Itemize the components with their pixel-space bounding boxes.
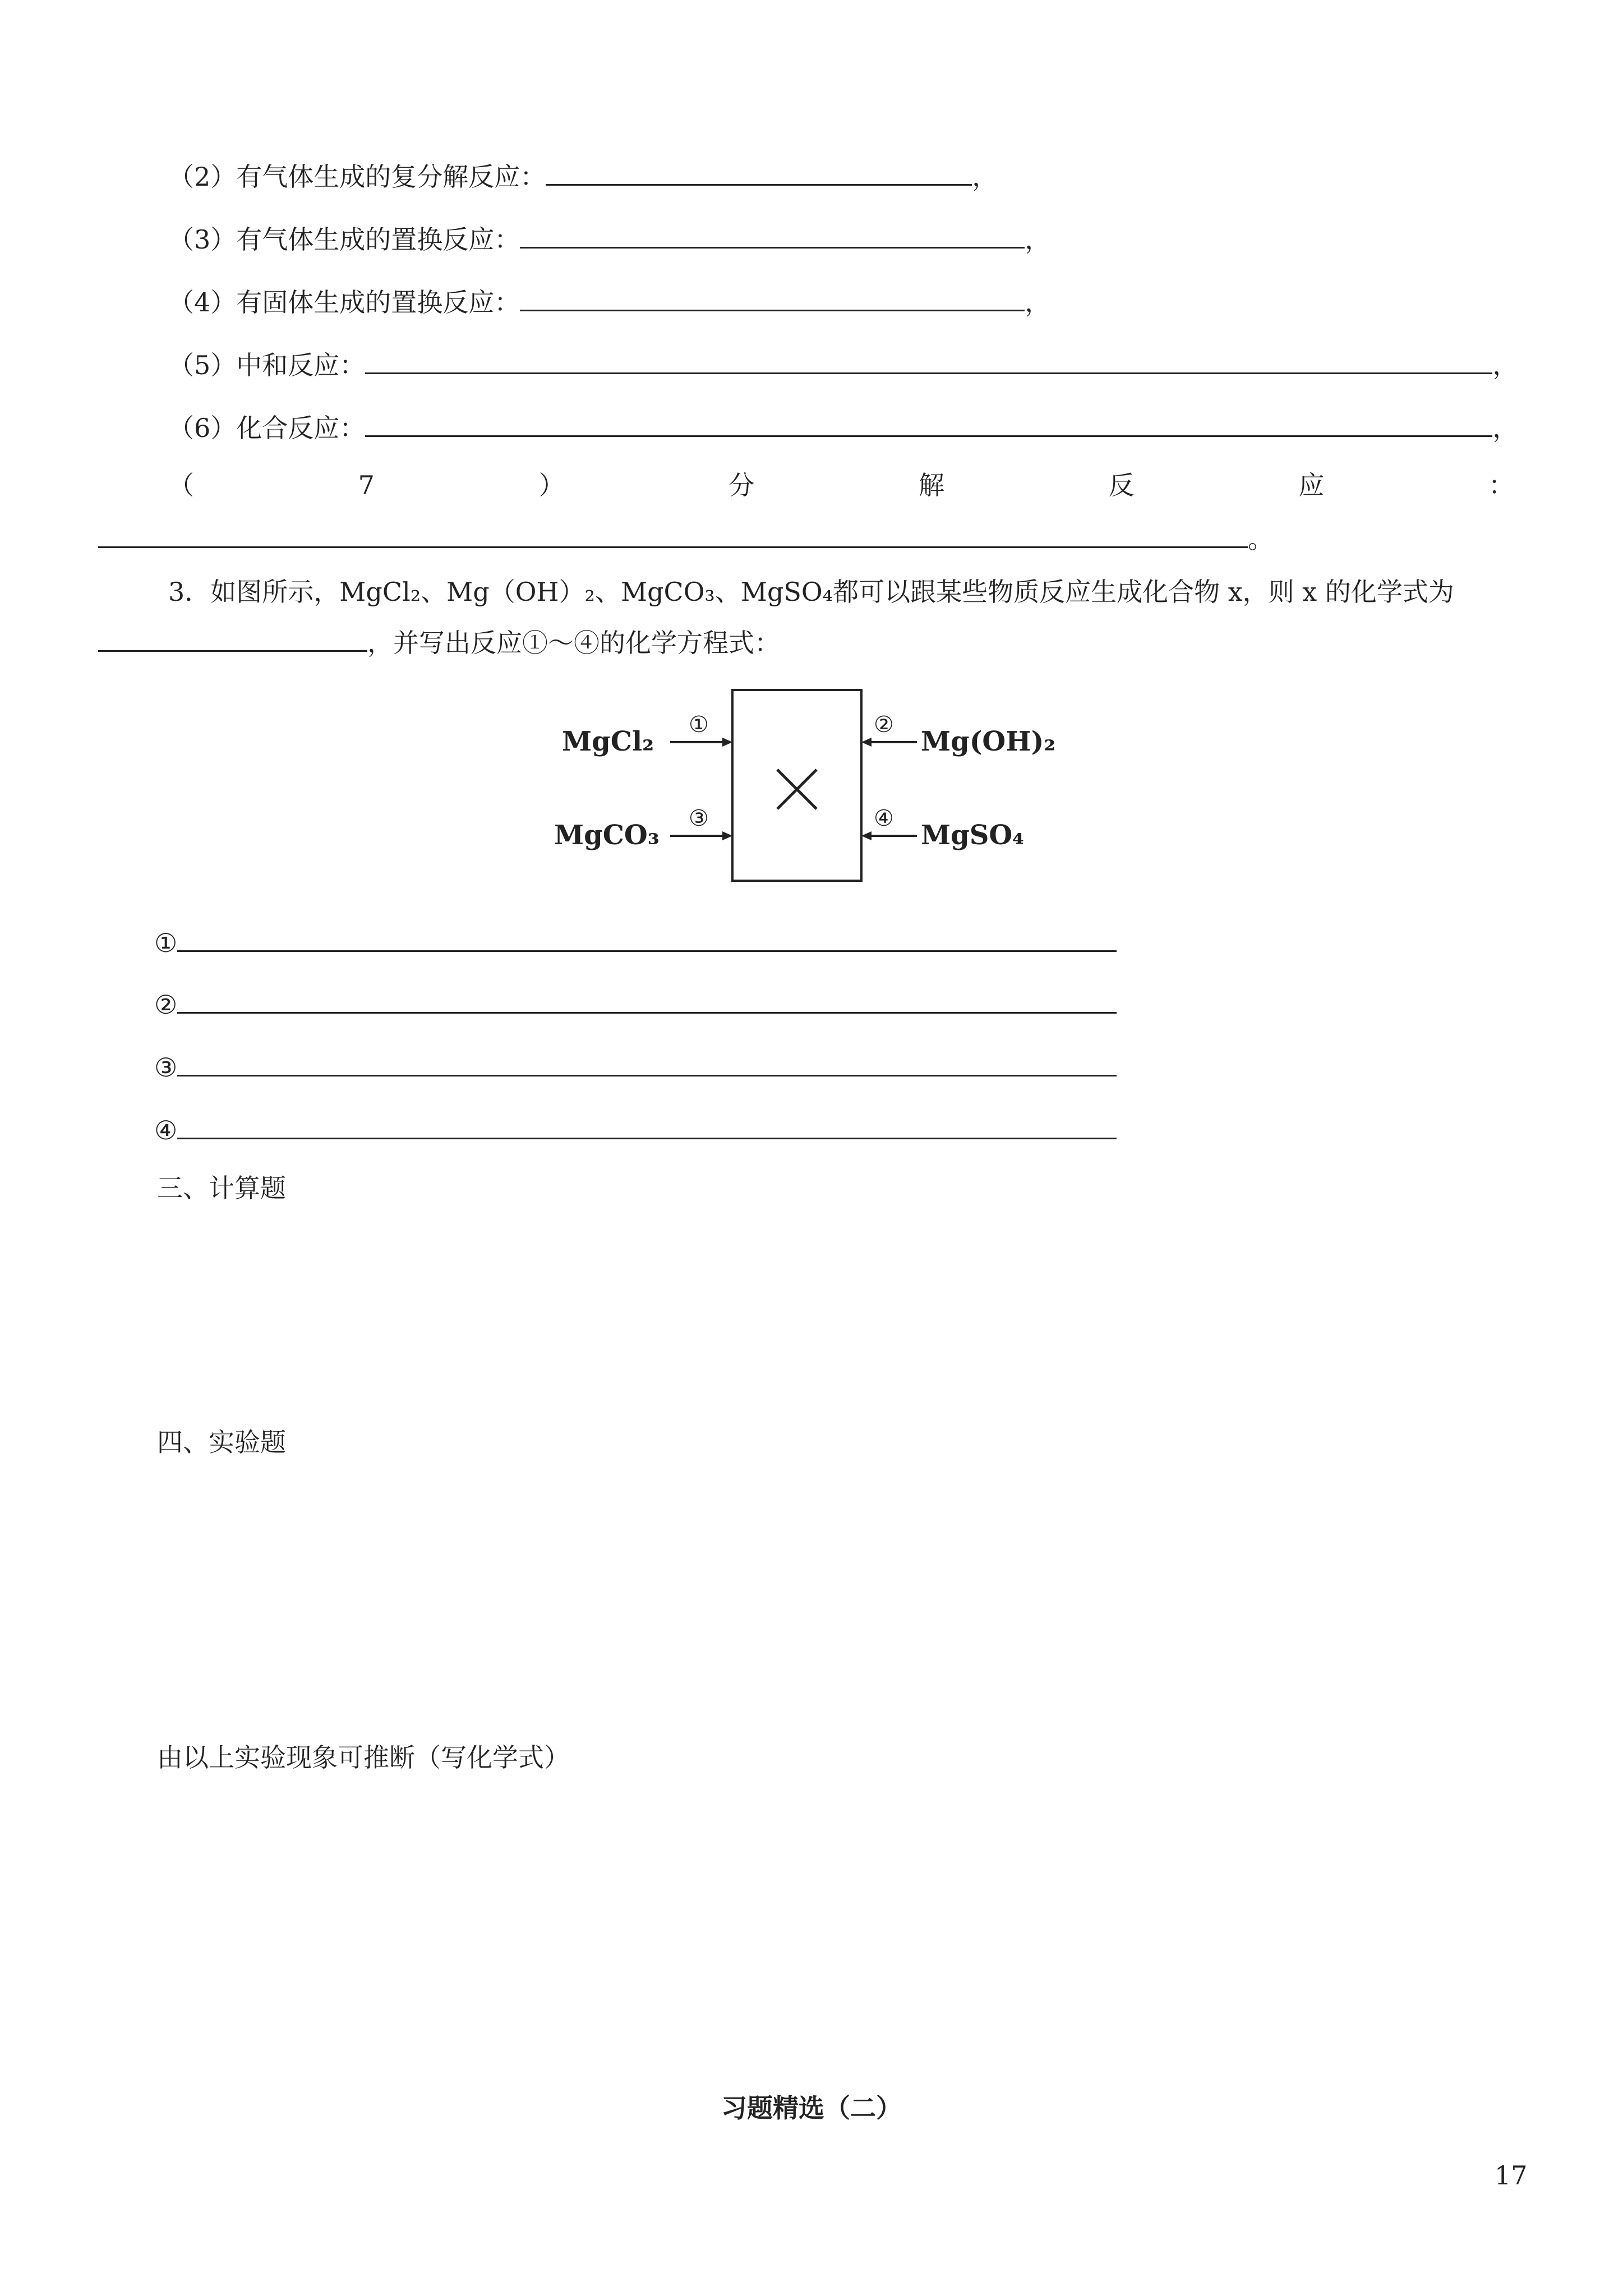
diagram-num-2: ② xyxy=(874,712,894,738)
section3-heading: 三、计算题 xyxy=(157,1173,286,1203)
diagram-num-1: ① xyxy=(689,712,709,738)
item-7-answer: 。 xyxy=(98,521,1274,552)
q3-line2: ，并写出反应①～④的化学方程式： xyxy=(98,624,780,656)
conclusion-prompt: 由以上实验现象可推断（写化学式） xyxy=(157,1742,570,1773)
item-3: （3）有气体生成的置换反应： ， xyxy=(168,221,1050,252)
item-6: （6）化合反应： ， xyxy=(168,409,1518,441)
item-6-blank[interactable] xyxy=(365,409,1492,437)
item-4-label: （4）有固体生成的置换反应： xyxy=(168,287,520,318)
item-5-blank[interactable] xyxy=(365,347,1492,374)
answer-3: ③ xyxy=(154,1049,1117,1080)
diagram-mgcl2-label: MgCl₂ xyxy=(562,726,654,757)
item-4-blank[interactable] xyxy=(520,284,1025,311)
item-5-label: （5）中和反应： xyxy=(168,350,366,380)
item-3-label: （3）有气体生成的置换反应： xyxy=(168,224,520,255)
item-6-label: （6）化合反应： xyxy=(168,413,366,443)
answer-3-blank[interactable] xyxy=(177,1049,1117,1076)
q3-text: 3．如图所示，MgCl₂、Mg（OH）₂、MgCO₃、MgSO₄都可以跟某些物质反应生成化合物 x，则 x 的化学式为 xyxy=(168,577,1454,607)
item-3-blank[interactable] xyxy=(520,221,1025,249)
footer-title: 习题精选（二） xyxy=(721,2093,902,2123)
reaction-diagram xyxy=(550,676,1066,889)
page-number: 17 xyxy=(1495,2160,1528,2191)
diagram-num-3: ③ xyxy=(689,806,709,831)
answer-2: ② xyxy=(154,986,1117,1018)
diagram-mgco3-label: MgCO₃ xyxy=(554,820,660,851)
item-2-label: （2）有气体生成的复分解反应： xyxy=(168,162,546,192)
item-2-blank[interactable] xyxy=(546,158,972,186)
item-7-blank[interactable] xyxy=(98,521,1248,548)
compound-x-box xyxy=(732,690,861,881)
diagram-mgoh2-label: Mg(OH)₂ xyxy=(921,726,1056,757)
item-2: （2）有气体生成的复分解反应： ， xyxy=(168,158,998,190)
answer-1: ① xyxy=(154,924,1117,956)
answer-1-blank[interactable] xyxy=(177,924,1117,952)
diagram-num-4: ④ xyxy=(874,806,894,831)
item-5: （5）中和反应： ， xyxy=(168,347,1518,378)
diagram-mgso4-label: MgSO₄ xyxy=(921,820,1025,851)
answer-2-blank[interactable] xyxy=(177,986,1117,1014)
item-7: （ 7 ） 分 解 反 应 ： xyxy=(168,470,1514,500)
answer-4: ④ xyxy=(154,1112,1117,1143)
item-4: （4）有固体生成的置换反应： ， xyxy=(168,284,1050,315)
diagram-center-label: X xyxy=(774,804,776,807)
q3-formula-blank[interactable] xyxy=(98,624,367,652)
answer-4-blank[interactable] xyxy=(177,1112,1117,1139)
section4-heading: 四、实验题 xyxy=(157,1427,286,1457)
